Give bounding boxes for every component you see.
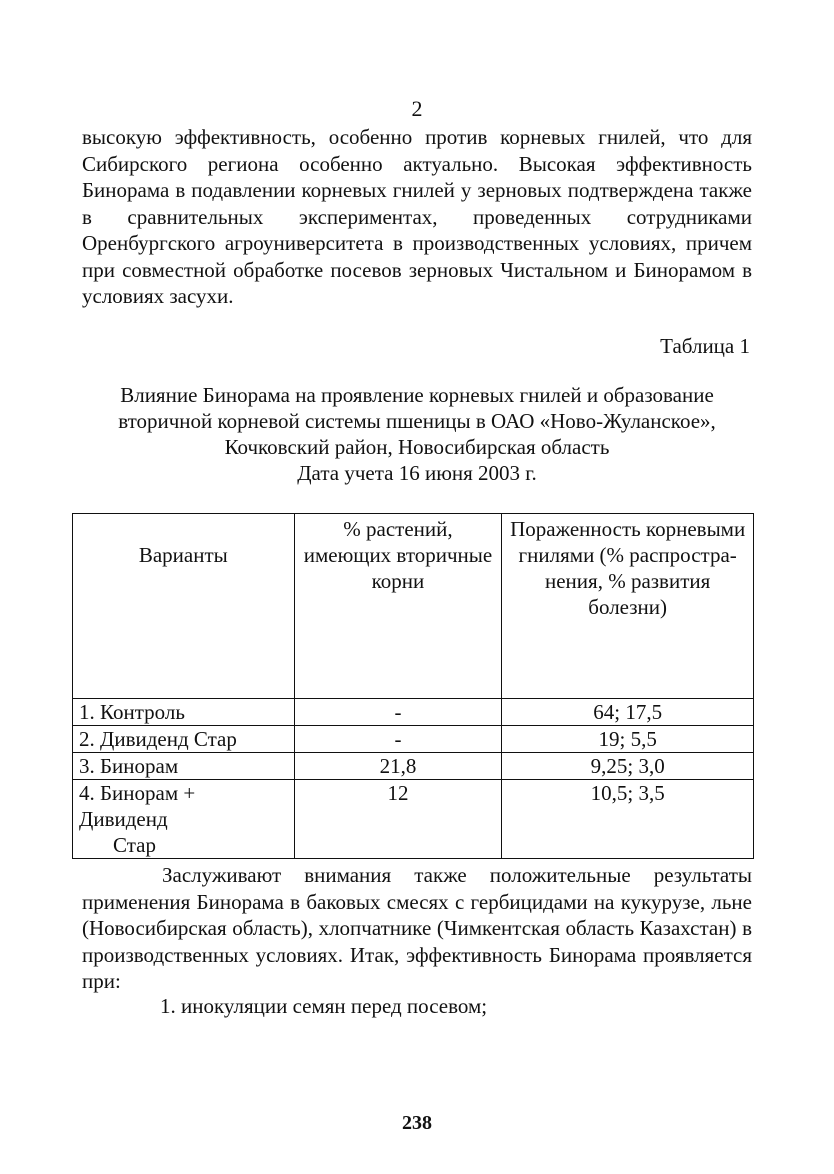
cell-variant: 1. Контроль [73, 699, 295, 726]
cell-affected: 9,25; 3,0 [502, 753, 754, 780]
cell-variant: 2. Дивиденд Стар [73, 726, 295, 753]
page-number-bottom: 238 [402, 1112, 432, 1134]
table-row [73, 726, 754, 753]
table-header-row [73, 514, 754, 699]
cell-secondary: 21,8 [294, 753, 502, 780]
variant-line-2: Дивиденд [79, 807, 168, 831]
table-row [73, 753, 754, 780]
variant-line-3: Стар [113, 833, 156, 857]
list-item: 1. инокуляции семян перед посевом; [160, 994, 488, 1018]
cell-affected: 19; 5,5 [502, 726, 754, 753]
cell-affected: 10,5; 3,5 [502, 780, 754, 859]
caption-line-4: Дата учета 16 июня 2003 г. [297, 461, 537, 485]
caption-line-1: Влияние Бинорама на проявление корневых гнилей и образование [120, 383, 714, 407]
cell-secondary: 12 [294, 780, 502, 859]
header-root-rot: Пораженность корневыми гнилями (% распростра-нения, % развития болезни) [502, 514, 754, 699]
cell-secondary: - [294, 726, 502, 753]
paragraph-conclusion [82, 862, 752, 995]
cell-variant [73, 780, 295, 859]
table-row [73, 780, 754, 859]
results-table [72, 513, 754, 859]
table-label: Таблица 1 [660, 334, 750, 358]
caption-line-2: вторичной корневой системы пшеницы в ОАО «Ново-Жуланское», [118, 409, 716, 433]
table-row [73, 699, 754, 726]
variant-line-1: 4. Бинорам + [79, 781, 196, 805]
header-variants: Варианты [73, 514, 295, 699]
caption-line-3: Кочковский район, Новосибирская область [224, 435, 610, 459]
page-number-top: 2 [411, 96, 423, 121]
paragraph-conclusion-text: Заслуживают внимания также положительные результаты применения Бинорама в баковых смесях с гербицидами на кукурузе, льне (Новосибирская область), хлопчатнике (Чимкентская область Казахстан) в производственных условиях. Итак, эффективность Бинорама проявляется при: [82, 863, 752, 993]
table-caption [70, 382, 764, 486]
paragraph-intro: высокую эффективность, особенно против корневых гнилей, что для Сибирского региона особенно актуально. Высокая эффективность Бинорама в подавлении корневых гнилей у зерновых подтверждена также в сравнительных экспериментах, проведенных сотрудниками Оренбургского агроуниверситета в производственных условиях, причем при совместной обработке посевов зерновых Чистальном и Бинорамом в условиях засухи. [82, 125, 752, 308]
header-secondary-roots: % растений, имеющих вторичные корни [294, 514, 502, 699]
cell-variant: 3. Бинорам [73, 753, 295, 780]
cell-secondary: - [294, 699, 502, 726]
cell-affected: 64; 17,5 [502, 699, 754, 726]
